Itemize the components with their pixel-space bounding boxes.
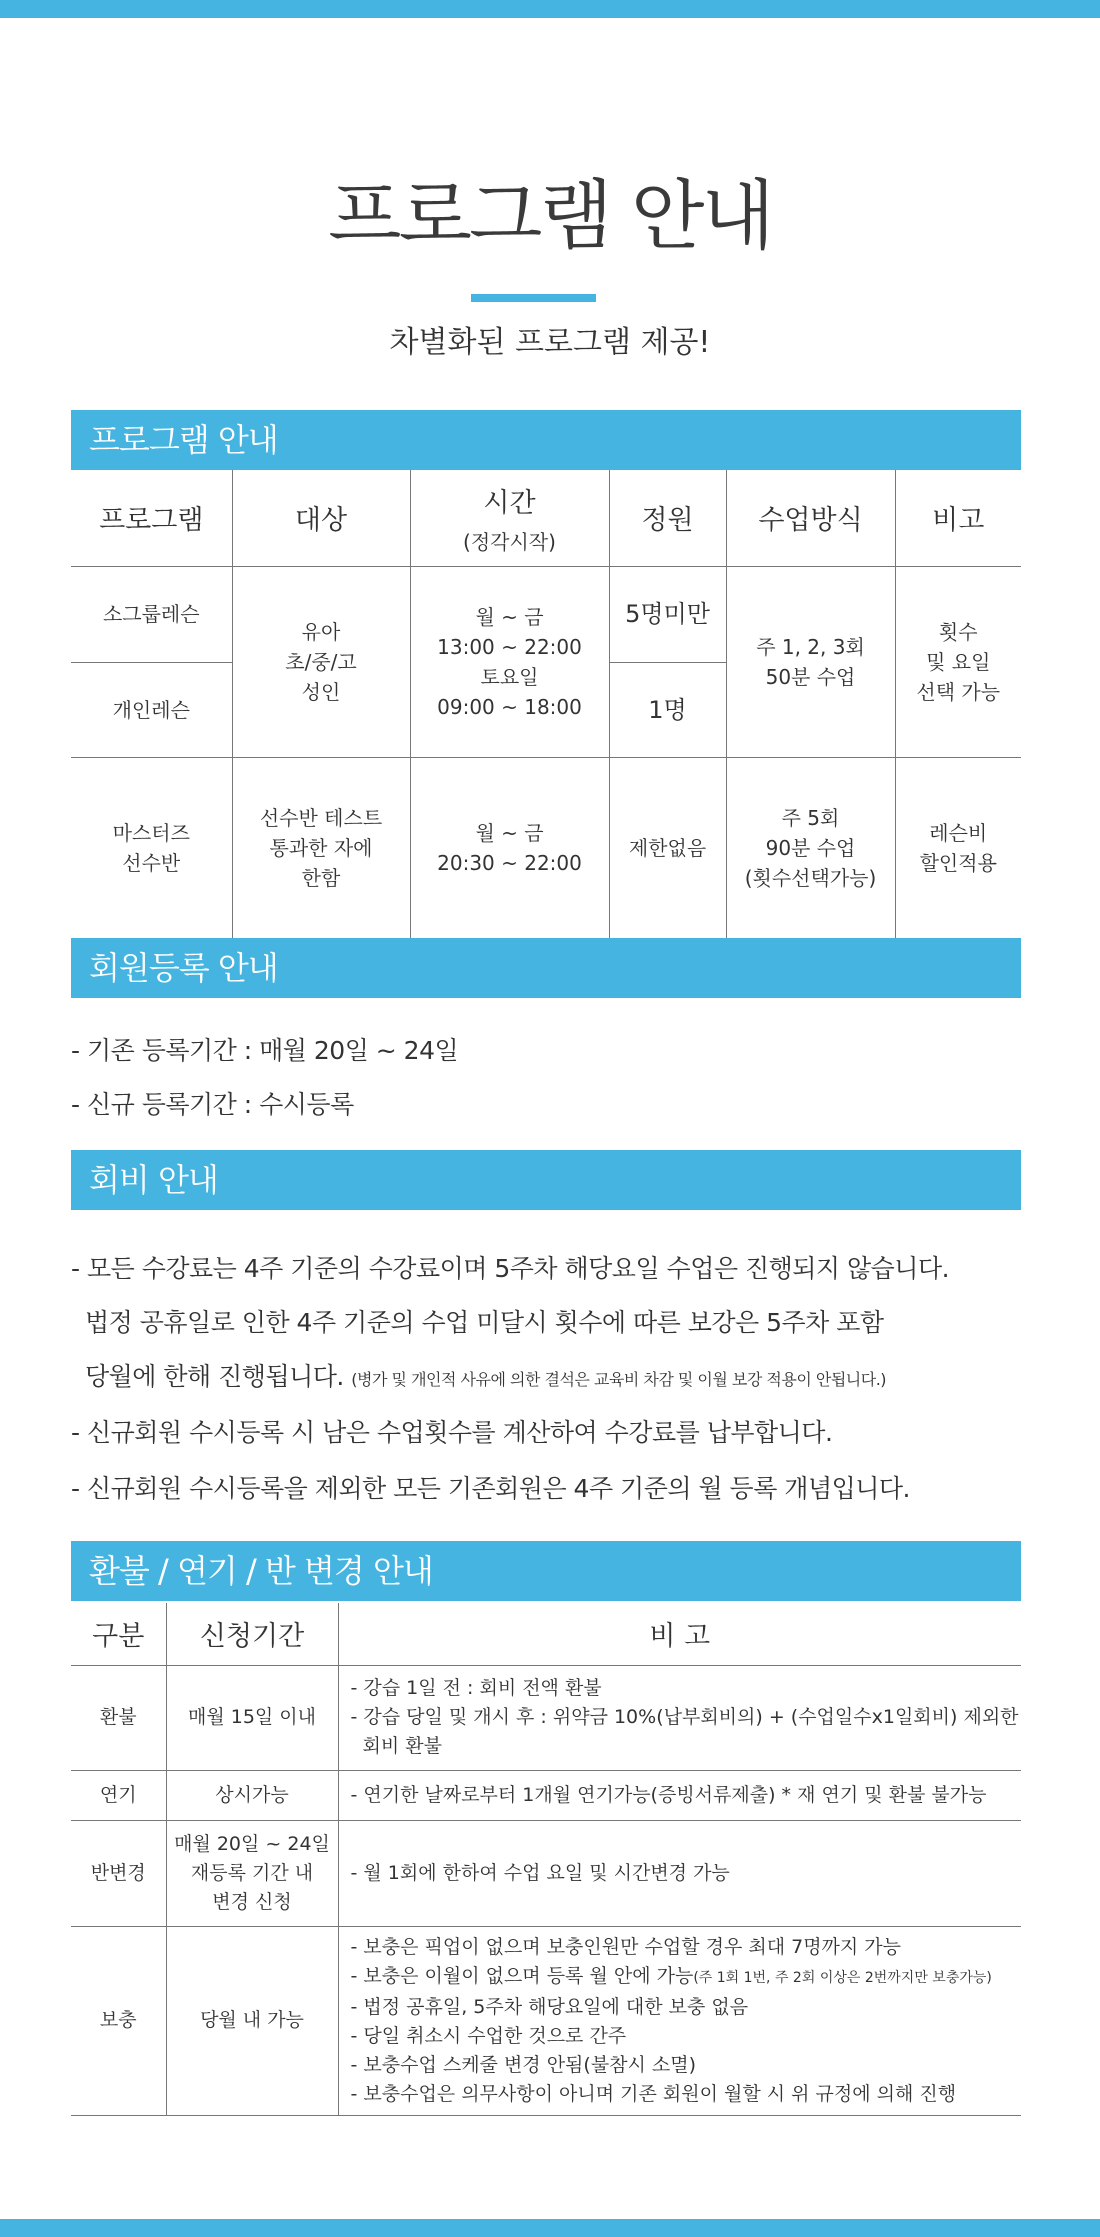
page-subtitle: 차별화된 프로그램 제공!: [389, 325, 711, 360]
fee-line-4: - 신규회원 수시등록 시 남은 수업횟수를 계산하여 수강료를 납부합니다.: [71, 1418, 833, 1447]
makeup-period: 당월 내 가능: [166, 1926, 338, 2115]
fee-line-3: 당월에 한해 진행됩니다. (병가 및 개인적 사유에 의한 결석은 교육비 차감 및 이월 보강 적용이 안됩니다.): [85, 1362, 887, 1391]
refund-section-header: 환불 / 연기 / 반 변경 안내: [71, 1541, 1021, 1601]
table-row: [71, 1820, 1021, 1926]
program-private-lesson: 개인레슨: [71, 662, 232, 757]
top-accent-bar: [0, 0, 1100, 18]
registration-section-header: 회원등록 안내: [71, 938, 1021, 998]
fee-line-2: 법정 공휴일로 인한 4주 기준의 수업 미달시 횟수에 따른 보강은 5주차 포함: [85, 1308, 884, 1337]
table-row: [71, 1665, 1021, 1770]
title-underline: [471, 294, 596, 302]
class-change-period: 매월 20일 ~ 24일 재등록 기간 내 변경 신청: [166, 1820, 338, 1926]
fee-line-1: - 모든 수강료는 4주 기준의 수강료이며 5주차 해당요일 수업은 진행되지 않습니다.: [71, 1254, 950, 1283]
target-cell: 유아 초/중/고 성인: [232, 566, 410, 757]
fee-line-5: - 신규회원 수시등록을 제외한 모든 기존회원은 4주 기준의 월 등록 개념입니다.: [71, 1474, 910, 1503]
col-note: 비고: [895, 470, 1021, 566]
group-capacity: 5명미만: [609, 566, 726, 662]
masters-method: 주 5회 90분 수업 (횟수선택가능): [726, 757, 895, 938]
program-group-lesson: 소그룹레슨: [71, 566, 232, 662]
postpone-type: 연기: [71, 1770, 166, 1820]
refund-table-header-row: [71, 1603, 1021, 1665]
registration-existing: - 기존 등록기간 : 매월 20일 ~ 24일: [71, 1036, 459, 1065]
fee-section-header: 회비 안내: [71, 1150, 1021, 1210]
class-change-type: 반변경: [71, 1820, 166, 1926]
col-type: 구분: [71, 1603, 166, 1665]
col-method: 수업방식: [726, 470, 895, 566]
masters-capacity: 제한없음: [609, 757, 726, 938]
col-time: 시간 (정각시작): [410, 470, 609, 566]
col-target: 대상: [232, 470, 410, 566]
program-table-header-row: [71, 470, 1021, 566]
col-capacity: 정원: [609, 470, 726, 566]
refund-type: 환불: [71, 1665, 166, 1770]
program-section-header: 프로그램 안내: [71, 410, 1021, 470]
masters-time: 월 ~ 금 20:30 ~ 22:00: [410, 757, 609, 938]
private-capacity: 1명: [609, 662, 726, 757]
class-change-note: - 월 1회에 한하여 수업 요일 및 시간변경 가능: [338, 1820, 1021, 1926]
col-remark: 비 고: [338, 1603, 1021, 1665]
postpone-period: 상시가능: [166, 1770, 338, 1820]
program-masters: 마스터즈 선수반: [71, 757, 232, 938]
col-period: 신청기간: [166, 1603, 338, 1665]
refund-table: [71, 1603, 1021, 2116]
table-row: [71, 566, 1021, 662]
bottom-accent-bar: [0, 2219, 1100, 2237]
table-row: [71, 757, 1021, 938]
makeup-note: - 보충은 픽업이 없으며 보충인원만 수업할 경우 최대 7명까지 가능 - 보충은 이월이 없으며 등록 월 안에 가능(주 1회 1번, 주 2회 이상은 2번까지만 보충가능) - 법정 공휴일, 5주차 해당요일에 대한 보충 없음 - 당일 취소시 수업한 것으로 간주 - 보충수업 스케줄 변경 안됨(불참시 소멸) - 보충수업은 의무사항이 아니며 기존 회원이 월할 시 위 규정에 의해 진행: [338, 1926, 1021, 2115]
time-cell: 월 ~ 금 13:00 ~ 22:00 토요일 09:00 ~ 18:00: [410, 566, 609, 757]
refund-note: - 강습 1일 전 : 회비 전액 환불 - 강습 당일 및 개시 후 : 위약금 10%(납부회비의) + (수업일수x1일회비) 제외한 회비 환불: [338, 1665, 1021, 1770]
makeup-type: 보충: [71, 1926, 166, 2115]
table-row: [71, 1926, 1021, 2115]
registration-new: - 신규 등록기간 : 수시등록: [71, 1090, 354, 1119]
masters-note: 레슨비 할인적용: [895, 757, 1021, 938]
page-title: 프로그램 안내: [328, 171, 772, 260]
postpone-note: - 연기한 날짜로부터 1개월 연기가능(증빙서류제출) * 재 연기 및 환불 불가능: [338, 1770, 1021, 1820]
masters-target: 선수반 테스트 통과한 자에 한함: [232, 757, 410, 938]
col-program: 프로그램: [71, 470, 232, 566]
table-row: [71, 1770, 1021, 1820]
method-cell: 주 1, 2, 3회 50분 수업: [726, 566, 895, 757]
note-cell: 횟수 및 요일 선택 가능: [895, 566, 1021, 757]
program-table: [71, 470, 1021, 939]
refund-period: 매월 15일 이내: [166, 1665, 338, 1770]
